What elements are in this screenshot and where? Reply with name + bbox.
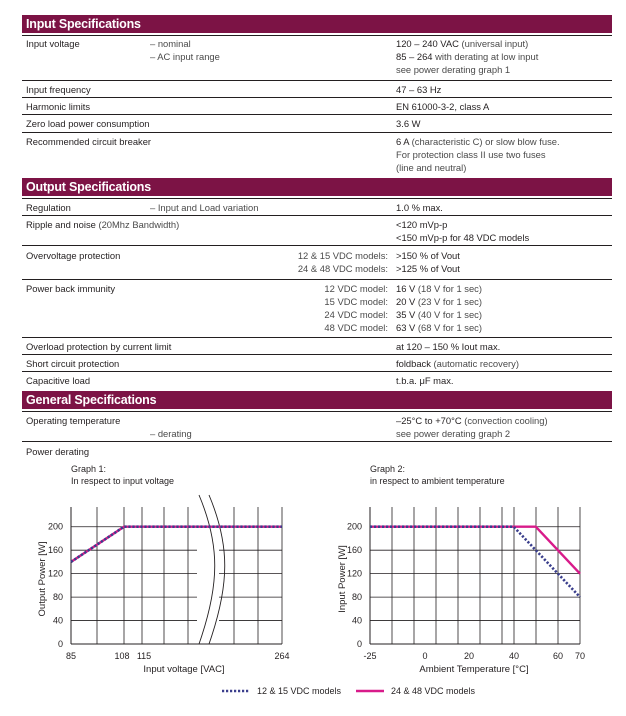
- general-specs-header: General Specifications: [22, 391, 612, 409]
- regulation-label: Regulation: [26, 202, 71, 213]
- graph2-title: Graph 2:: [370, 464, 406, 474]
- short-circuit-row: [22, 354, 612, 371]
- graph1-xtick-264: 264: [274, 651, 290, 661]
- input-voltage-label: Input voltage: [26, 38, 80, 49]
- harmonic-limits-label: Harmonic limits: [26, 101, 91, 112]
- regulation-sub: – Input and Load variation: [150, 202, 259, 213]
- pbi-n24: (40 V for 1 sec): [417, 309, 482, 320]
- circuit-breaker-line3: (line and neutral): [396, 162, 467, 173]
- ripple-value2: <150 mVp-p for 48 VDC models: [396, 232, 530, 243]
- graph1-plot: [48, 495, 290, 661]
- input-specs-header: Input Specifications: [22, 15, 612, 33]
- graph2-xlabel: Ambient Temperature [°C]: [419, 664, 529, 675]
- input-voltage-ac-range-label: – AC input range: [150, 51, 220, 62]
- overload-row: [22, 337, 612, 354]
- graph1-ytick-0: 0: [57, 639, 63, 649]
- input-frequency-label: Input frequency: [26, 84, 91, 95]
- zero-load-row: [22, 114, 612, 132]
- graph1-xlabel: Input voltage [VAC]: [143, 664, 225, 675]
- operating-temp-row: [22, 411, 612, 441]
- graph2-series-12-15: [370, 527, 580, 597]
- graph1-ytick-40: 40: [52, 615, 63, 626]
- capacitive-row: [22, 371, 612, 389]
- graph2-xtick-70: 70: [574, 651, 586, 661]
- graph1-axis-break-mask: [197, 495, 219, 643]
- pbi-v24: 35 V: [396, 309, 416, 320]
- capacitive-label: Capacitive load: [26, 375, 91, 386]
- power-back-label: Power back immunity: [26, 283, 116, 294]
- graph2-xtick--25: -25: [363, 651, 377, 661]
- operating-temp-value: [396, 414, 548, 427]
- graph1-ytick-80: 80: [52, 592, 63, 603]
- graph1-series-24-48: [71, 527, 282, 562]
- breaker-value: 6 A: [396, 136, 410, 147]
- derating-graphs: [0, 455, 626, 705]
- harmonic-limits-row: [22, 97, 612, 114]
- overvoltage-label: Overvoltage protection: [26, 250, 121, 261]
- graph2-xtick-20: 20: [463, 651, 475, 661]
- capacitive-value: t.b.a. μF max.: [396, 375, 454, 386]
- temp-note: (convection cooling): [464, 415, 548, 426]
- input-frequency-row: [22, 80, 612, 97]
- overload-label: Overload protection by current limit: [26, 341, 172, 352]
- ac-range-note: with derating at low input: [435, 51, 539, 62]
- pbi-model-48: 48 VDC model:: [324, 322, 388, 333]
- ovp-value2: >125 % of Vout: [396, 263, 460, 274]
- input-voltage-row: [22, 35, 612, 80]
- short-circuit-label: Short circuit protection: [26, 358, 120, 369]
- input-frequency-value: 47 – 63 Hz: [396, 84, 442, 95]
- short-value: foldback: [396, 358, 431, 369]
- graph2-plot: [347, 507, 585, 661]
- legend-item1: 12 & 15 VDC models: [257, 686, 342, 696]
- short-circuit-value: [396, 357, 519, 370]
- breaker-note: (characteristic C) or slow blow fuse.: [411, 136, 560, 147]
- pbi-v48: 63 V: [396, 322, 416, 333]
- ripple-row: [22, 215, 612, 245]
- graph2-ytick-80: 80: [351, 592, 362, 603]
- pbi-v15: 20 V: [396, 296, 416, 307]
- graph2-xtick-60: 60: [552, 651, 564, 661]
- power-derating-row: [22, 441, 612, 455]
- ac-range-value: 85 – 264: [396, 51, 433, 62]
- graph1-xtick-108: 108: [114, 651, 130, 661]
- graph2-ytick-200: 200: [346, 521, 362, 532]
- pbi-model-24: 24 VDC model:: [324, 309, 388, 320]
- graph1-xtick-85: 85: [65, 651, 77, 661]
- circuit-breaker-line2: For protection class II use two fuses: [396, 149, 546, 160]
- graph2-ylabel: Input Power [W]: [337, 545, 348, 613]
- pbi-value-24: [396, 308, 482, 321]
- pbi-n48: (68 V for 1 sec): [417, 322, 482, 333]
- graph2-subtitle: in respect to ambient temperature: [370, 476, 505, 486]
- ovp-model1: 12 & 15 VDC models:: [297, 250, 388, 261]
- graph1-subtitle: In respect to input voltage: [71, 476, 175, 486]
- graph2-xtick-40: 40: [508, 651, 520, 661]
- ripple-label-text: Ripple and noise: [26, 219, 96, 230]
- graph1-xtick-115: 115: [136, 651, 152, 661]
- graph1-ytick-200: 200: [47, 521, 63, 532]
- graph2-ytick-120: 120: [346, 568, 362, 579]
- ovp-model2: 24 & 48 VDC models:: [297, 263, 388, 274]
- graph1-ylabel: Output Power [W]: [37, 541, 48, 617]
- output-specs-header: Output Specifications: [22, 178, 612, 196]
- harmonic-limits-value: EN 61000-3-2, class A: [396, 101, 490, 112]
- graph1-series-12-15: [71, 527, 282, 562]
- input-voltage-ac-range-value: [396, 50, 538, 63]
- ripple-label: [26, 218, 179, 231]
- input-voltage-nominal-label: – nominal: [150, 38, 191, 49]
- operating-temp-sub: – derating: [150, 428, 192, 439]
- graph2-ytick-0: 0: [356, 639, 362, 649]
- graph1-ytick-120: 120: [47, 568, 63, 579]
- ripple-sub: (20Mhz Bandwidth): [98, 219, 180, 230]
- pbi-model-15: 15 VDC model:: [324, 296, 388, 307]
- ripple-value1: <120 mVp-p: [396, 219, 448, 230]
- power-back-row: [22, 279, 612, 337]
- graph2-ytick-40: 40: [351, 615, 362, 626]
- zero-load-label: Zero load power consumption: [26, 118, 150, 129]
- input-voltage-graph-note: see power derating graph 1: [396, 64, 511, 75]
- circuit-breaker-value: [396, 135, 560, 148]
- circuit-breaker-label: Recommended circuit breaker: [26, 136, 152, 147]
- graph1-ytick-160: 160: [47, 545, 63, 556]
- legend-item2: 24 & 48 VDC models: [391, 686, 476, 696]
- pbi-value-48: [396, 321, 482, 334]
- nominal-value: 120 – 240 VAC: [396, 38, 459, 49]
- circuit-breaker-row: [22, 132, 612, 176]
- temp-value: –25°C to +70°C: [396, 415, 462, 426]
- short-note: (automatic recovery): [433, 358, 519, 369]
- pbi-model-12: 12 VDC model:: [324, 283, 388, 294]
- graph2-xtick-0: 0: [422, 651, 428, 661]
- overvoltage-row: [22, 245, 612, 279]
- operating-temp-graph-note: see power derating graph 2: [396, 428, 511, 439]
- pbi-n12: (18 V for 1 sec): [417, 283, 482, 294]
- zero-load-value: 3.6 W: [396, 118, 421, 129]
- ovp-value1: >150 % of Vout: [396, 250, 460, 261]
- pbi-v12: 16 V: [396, 283, 416, 294]
- graph1-title: Graph 1:: [71, 464, 107, 474]
- pbi-n15: (23 V for 1 sec): [417, 296, 482, 307]
- pbi-value-15: [396, 295, 482, 308]
- nominal-note: (universal input): [461, 38, 529, 49]
- regulation-value: 1.0 % max.: [396, 202, 443, 213]
- graph2-ytick-160: 160: [346, 545, 362, 556]
- power-derating-label: Power derating: [26, 446, 90, 457]
- pbi-value-12: [396, 282, 482, 295]
- overload-value: at 120 – 150 % Iout max.: [396, 341, 501, 352]
- regulation-row: [22, 198, 612, 215]
- operating-temp-label: Operating temperature: [26, 415, 121, 426]
- input-voltage-nominal-value: [396, 37, 528, 50]
